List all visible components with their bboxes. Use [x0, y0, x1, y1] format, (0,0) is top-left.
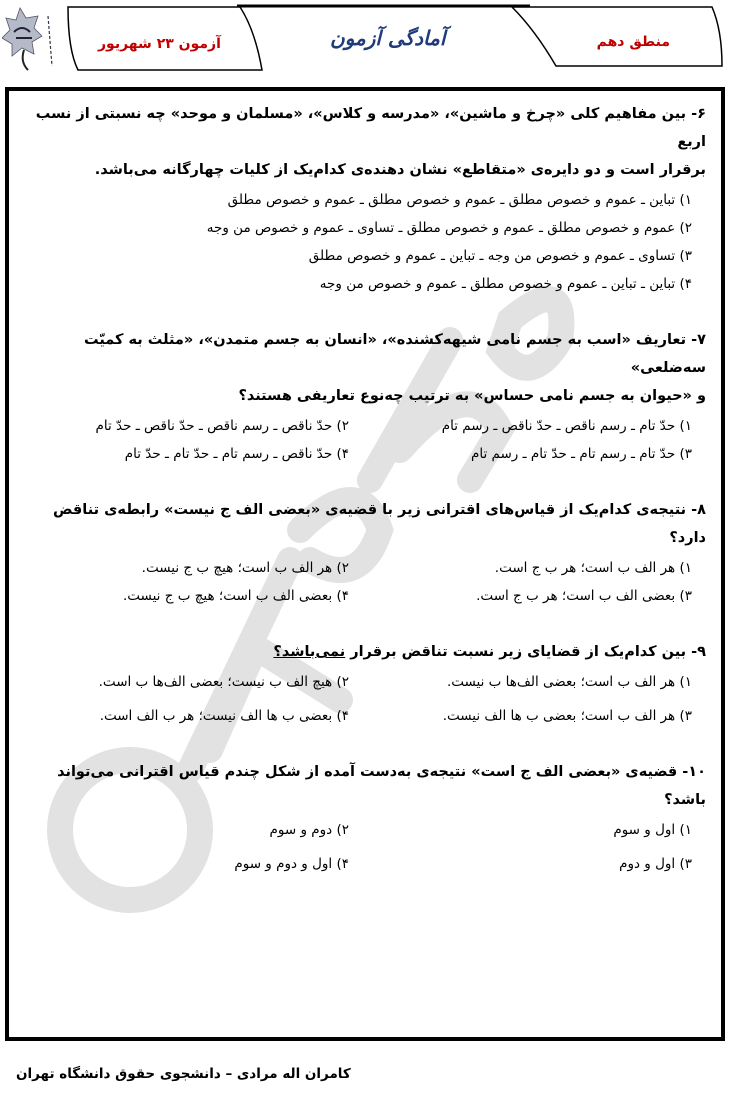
question-6-option-3: ۳) تساوی ـ عموم و خصوص من وجه ـ تباین ـ عموم و خصوص مطلق [308, 248, 692, 264]
subject-title: منطق دهم [596, 34, 670, 50]
author-footer: کامران اله مرادی – دانشجوی حقوق دانشگاه تهران [16, 1066, 351, 1082]
question-8-title: ۸- نتیجه‌ی کدام‌یک از قیاس‌های اقترانی زیر با قضیه‌ی «بعضی الف ج نیست» رابطه‌ی تناقض دارد؟ [53, 502, 706, 546]
question-9-title [22, 638, 706, 666]
question-6 [22, 100, 706, 296]
question-9-option-4: ۴) بعضی ب ها الف نیست؛ هر ب الف است. [99, 708, 349, 724]
question-10-option-3: ۳) اول و دوم [619, 856, 692, 872]
question-6-line-2: برقرار است و دو دایره‌ی «متقاطع» نشان دهنده‌ی کدام‌یک از کلیات چهارگانه می‌باشد. [94, 162, 706, 178]
question-8-option-3: ۳) بعضی الف ب است؛ هر ب ج است. [476, 588, 692, 604]
question-6-line-1: ۶- بین مفاهیم کلی «چرخ و ماشین»، «مدرسه و کلاس»، «مسلمان و موحد» چه نسبتی از نسب اربع [35, 106, 706, 150]
question-7-line-2: و «حیوان به جسم نامی حساس» به ترتیب چه‌نوع تعاریفی هستند؟ [238, 388, 706, 404]
question-7-option-3: ۳) حدّ تام ـ رسم تام ـ حدّ تام ـ رسم تام [470, 446, 692, 462]
question-7-option-2: ۲) حدّ ناقص ـ رسم ناقص ـ حدّ ناقص ـ حدّ تام [95, 418, 349, 434]
question-10-option-1: ۱) اول و سوم [613, 822, 692, 838]
question-9-title-text: ۹- بین کدام‌یک از قضایای زیر نسبت تناقض برقرار [345, 644, 706, 660]
question-10-option-2: ۲) دوم و سوم [269, 822, 349, 838]
question-6-option-4: ۴) تباین ـ تباین ـ عموم و خصوص مطلق ـ عموم و خصوص من وجه [319, 276, 692, 292]
question-7-option-1: ۱) حدّ تام ـ رسم ناقص ـ حدّ ناقص ـ رسم تام [441, 418, 692, 434]
brand-title: آمادگی آزمون [330, 26, 446, 50]
exam-title: آزمون ۲۳ شهریور [98, 36, 221, 52]
logo [2, 6, 60, 72]
question-10-title: ۱۰- قضیه‌ی «بعضی الف ج است» نتیجه‌ی به‌دست آمده از شکل چندم قیاس اقترانی می‌تواند باشد؟ [57, 764, 706, 808]
question-7-option-4: ۴) حدّ ناقص ـ رسم تام ـ حدّ تام ـ حدّ تام [124, 446, 349, 462]
question-9-option-1: ۱) هر الف ب است؛ بعضی الف‌ها ب نیست. [446, 674, 692, 690]
page-header [0, 0, 730, 80]
question-9-option-2: ۲) هیچ الف ب نیست؛ بعضی الف‌ها ب است. [98, 674, 349, 690]
question-7-line-1: ۷- تعاریف «اسب به جسم نامی شیهه‌کشنده»، «انسان به جسم متمدن»، «مثلث به کمیّت سه‌ضلعی» [83, 332, 706, 376]
question-8-option-2: ۲) هر الف ب است؛ هیچ ب ج نیست. [141, 560, 349, 576]
question-6-option-1: ۱) تباین ـ عموم و خصوص مطلق ـ عموم و خصوص مطلق ـ عموم و خصوص مطلق [227, 192, 692, 208]
question-10-option-4: ۴) اول و دوم و سوم [234, 856, 349, 872]
question-9-title-emphasis: نمی‌باشد؟ [273, 644, 346, 660]
question-7 [22, 326, 706, 466]
question-8-option-4: ۴) بعضی الف ب است؛ هیچ ب ج نیست. [122, 588, 349, 604]
question-9-option-3: ۳) هر الف ب است؛ بعضی ب ها الف نیست. [442, 708, 692, 724]
question-9 [22, 638, 706, 728]
question-6-option-2: ۲) عموم و خصوص مطلق ـ عموم و خصوص مطلق ـ تساوی ـ عموم و خصوص من وجه [206, 220, 692, 236]
question-8-option-1: ۱) هر الف ب است؛ هر ب ج است. [494, 560, 692, 576]
question-10 [22, 758, 706, 876]
questions-list [22, 100, 706, 906]
question-8 [22, 496, 706, 608]
